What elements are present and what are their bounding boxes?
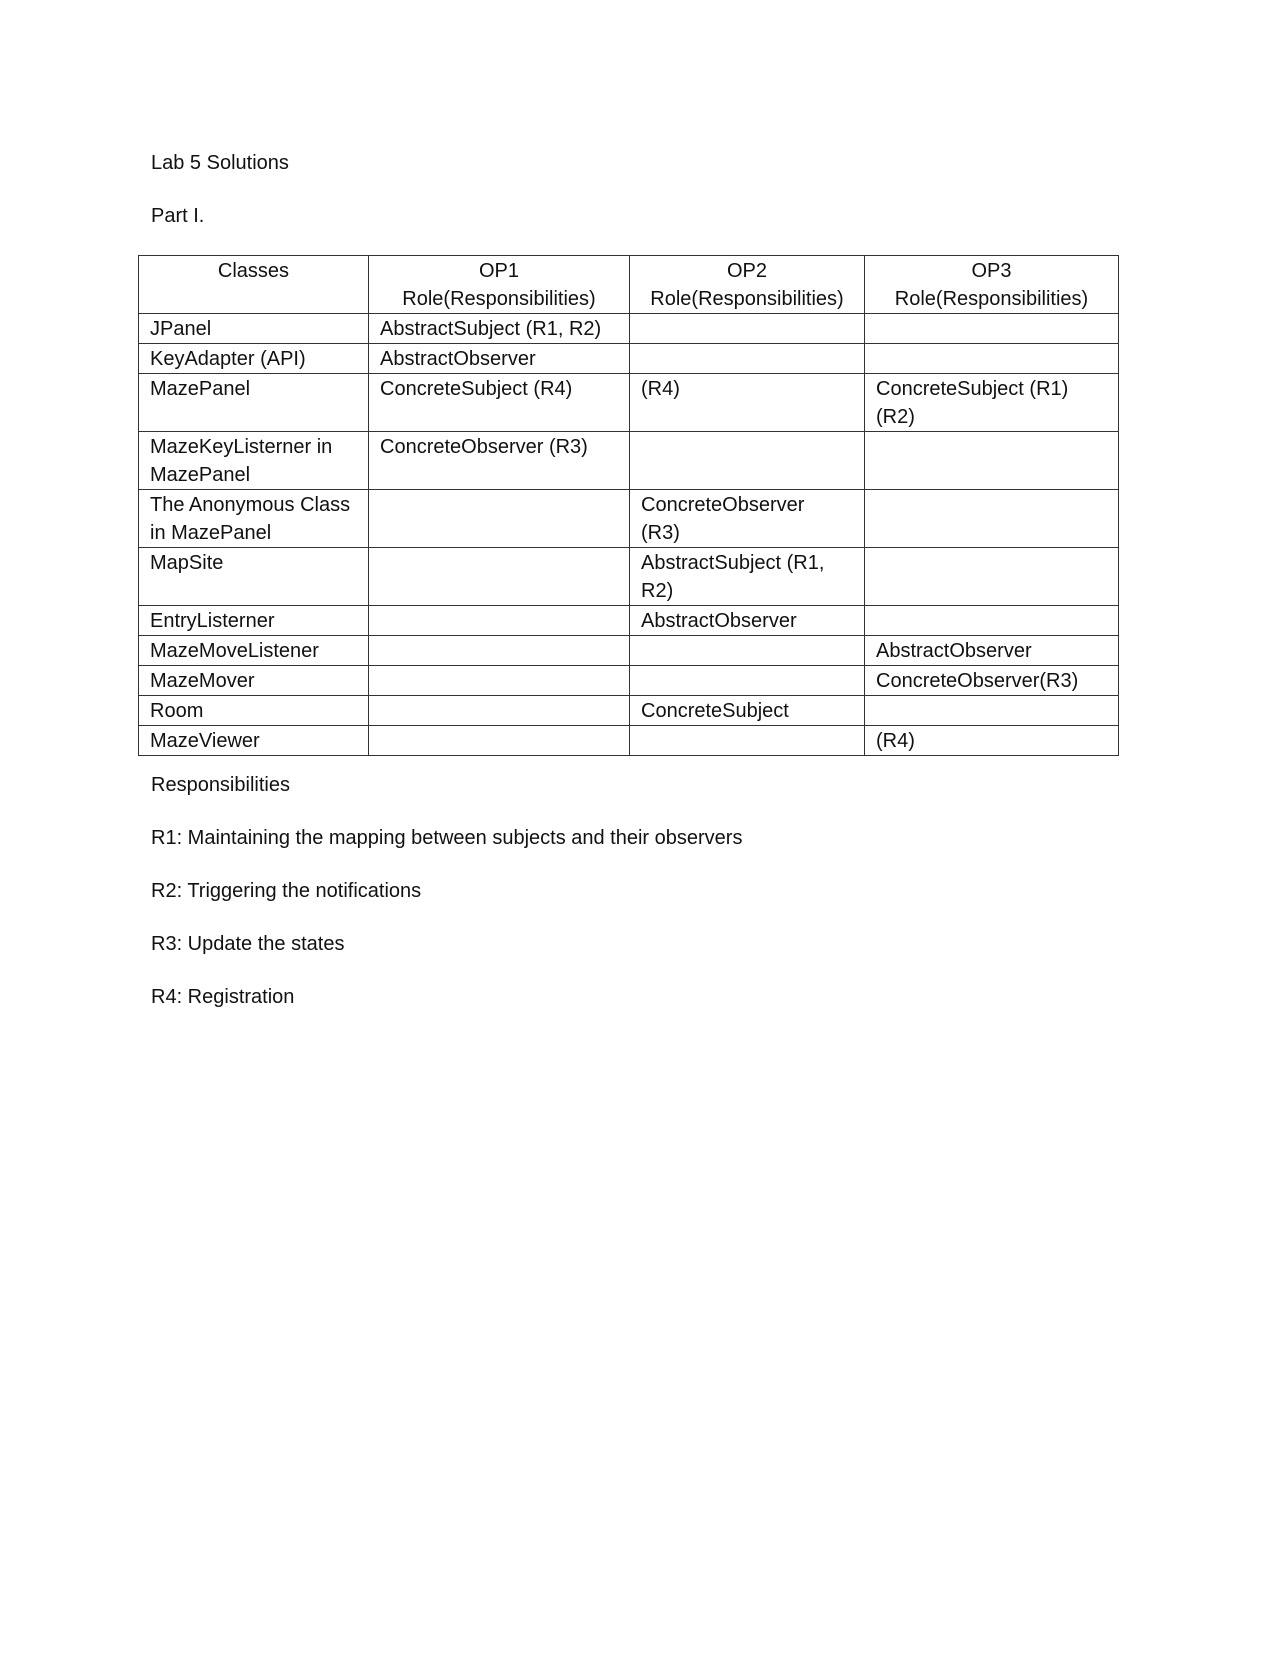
header-row	[139, 256, 1119, 314]
op3-cell	[865, 696, 1119, 726]
cell-line: (R4)	[641, 378, 680, 400]
class-cell	[139, 374, 369, 432]
table-header	[139, 256, 1119, 314]
op1-cell	[369, 374, 630, 432]
part-heading: Part I.	[151, 205, 205, 227]
op2-cell	[630, 666, 865, 696]
cell-line: MazePanel	[150, 378, 251, 400]
op1-cell	[369, 344, 630, 374]
header-op2	[630, 256, 865, 314]
cell-line: ConcreteSubject (R4)	[380, 378, 573, 400]
op3-cell	[865, 490, 1119, 548]
op2-cell	[630, 432, 865, 490]
op2-cell	[630, 314, 865, 344]
op3-cell	[865, 374, 1119, 432]
header-line: Role(Responsibilities)	[650, 288, 844, 310]
cell-line: R2)	[641, 580, 674, 602]
cell-line: ConcreteSubject (R1)	[876, 378, 1069, 400]
header-classes	[139, 256, 369, 314]
cell-line: ConcreteObserver	[641, 494, 805, 516]
table-row	[139, 696, 1119, 726]
op2-cell	[630, 636, 865, 666]
class-cell	[139, 636, 369, 666]
op2-cell	[630, 548, 865, 606]
header-op1	[369, 256, 630, 314]
cell-line: ConcreteSubject	[641, 700, 789, 722]
op3-cell	[865, 726, 1119, 756]
cell-line: (R4)	[876, 730, 915, 752]
op1-cell	[369, 432, 630, 490]
header-line: OP3	[971, 260, 1012, 282]
op1-cell	[369, 606, 630, 636]
op3-cell	[865, 314, 1119, 344]
cell-line: The Anonymous Class	[150, 494, 351, 516]
cell-line: Room	[150, 700, 204, 722]
cell-line: AbstractObserver	[641, 610, 797, 632]
op2-cell	[630, 606, 865, 636]
table-row	[139, 606, 1119, 636]
cell-line: AbstractSubject (R1, R2)	[380, 318, 602, 340]
op1-cell	[369, 696, 630, 726]
cell-line: JPanel	[150, 318, 212, 340]
cell-line: MazeKeyListerner in	[150, 436, 333, 458]
header-line: Role(Responsibilities)	[894, 288, 1089, 310]
op1-cell	[369, 636, 630, 666]
op3-cell	[865, 636, 1119, 666]
table-row	[139, 548, 1119, 606]
responsibility-item-r1: R1: Maintaining the mapping between subjects and their observers	[151, 827, 743, 849]
op2-cell	[630, 344, 865, 374]
cell-line: AbstractObserver	[380, 348, 536, 370]
roles-table	[138, 255, 1119, 756]
cell-line: in MazePanel	[150, 522, 272, 544]
responsibility-item-r4: R4: Registration	[151, 986, 295, 1008]
table-row	[139, 666, 1119, 696]
responsibilities-heading: Responsibilities	[151, 774, 290, 796]
page-title: Lab 5 Solutions	[151, 152, 289, 174]
op3-cell	[865, 606, 1119, 636]
cell-line: ConcreteObserver(R3)	[876, 670, 1079, 692]
cell-line: EntryListerner	[150, 610, 275, 632]
class-cell	[139, 606, 369, 636]
table-row	[139, 374, 1119, 432]
op2-cell	[630, 726, 865, 756]
cell-line: AbstractObserver	[876, 640, 1032, 662]
header-line: Classes	[217, 260, 290, 282]
class-cell	[139, 726, 369, 756]
table-row	[139, 490, 1119, 548]
class-cell	[139, 548, 369, 606]
responsibility-item-r3: R3: Update the states	[151, 933, 345, 955]
table-row	[139, 314, 1119, 344]
op1-cell	[369, 314, 630, 344]
class-cell	[139, 696, 369, 726]
cell-line: MazeMover	[150, 670, 255, 692]
header-line: OP2	[726, 260, 768, 282]
header-op3	[865, 256, 1119, 314]
class-cell	[139, 314, 369, 344]
class-cell	[139, 666, 369, 696]
header-line: Role(Responsibilities)	[402, 288, 596, 310]
op1-cell	[369, 490, 630, 548]
cell-line: MazeMoveListener	[150, 640, 319, 662]
table-row	[139, 432, 1119, 490]
cell-line: AbstractSubject (R1,	[641, 552, 825, 574]
op2-cell	[630, 374, 865, 432]
responsibilities-list	[151, 827, 742, 1039]
table-row	[139, 636, 1119, 666]
table-row	[139, 344, 1119, 374]
header-line: OP1	[478, 260, 520, 282]
op3-cell	[865, 548, 1119, 606]
op3-cell	[865, 666, 1119, 696]
cell-line: MapSite	[150, 552, 224, 574]
class-cell	[139, 344, 369, 374]
class-cell	[139, 432, 369, 490]
op1-cell	[369, 548, 630, 606]
cell-line: MazePanel	[150, 464, 251, 486]
cell-line: ConcreteObserver (R3)	[380, 436, 588, 458]
cell-line: (R2)	[876, 406, 915, 428]
cell-line: KeyAdapter (API)	[150, 348, 306, 370]
op2-cell	[630, 696, 865, 726]
op3-cell	[865, 432, 1119, 490]
op3-cell	[865, 344, 1119, 374]
class-cell	[139, 490, 369, 548]
op1-cell	[369, 726, 630, 756]
table-row	[139, 726, 1119, 756]
cell-line: MazeViewer	[150, 730, 260, 752]
table-body	[139, 314, 1119, 756]
cell-line: (R3)	[641, 522, 680, 544]
responsibility-item-r2: R2: Triggering the notifications	[151, 880, 422, 902]
op1-cell	[369, 666, 630, 696]
op2-cell	[630, 490, 865, 548]
